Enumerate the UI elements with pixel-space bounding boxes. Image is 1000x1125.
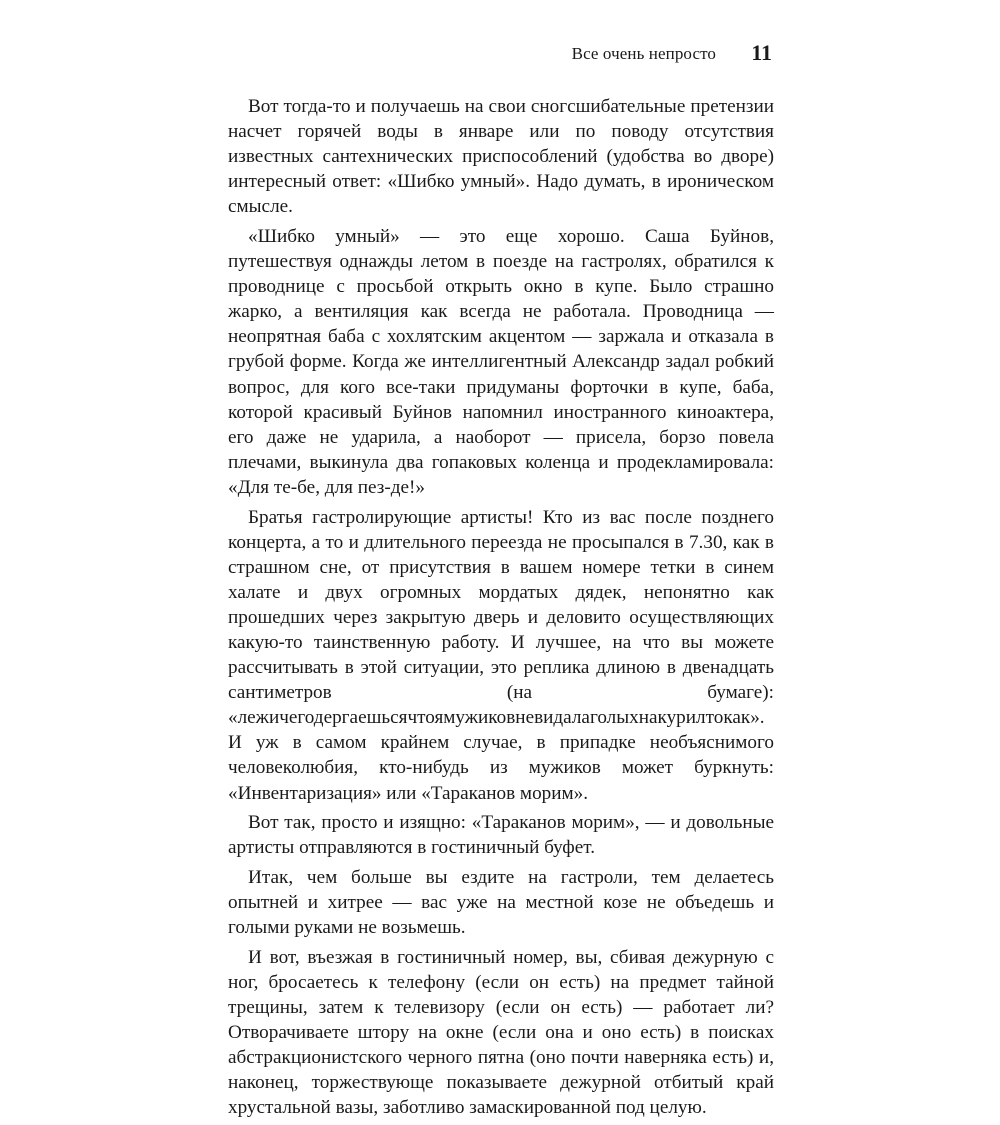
paragraph-1: Вот тогда-то и получаешь на свои сногсшибательные претензии насчет горячей воды в январе или по поводу отсутствия известных сантехнических приспособлений (удобства во дворе) интересный ответ: «Шибко умный». Надо думать, в ироническом смысле. [228, 96, 774, 218]
paragraph-3: Братья гастролирующие артисты! Кто из вас после позднего концерта, а то и длительного переезда не просыпался в 7.30, как в страшном сне, от присутствия в вашем номере тетки в синем халате и двух огромных мордатых дядек, непонятно как прошедших через закрытую дверь и деловито осуществляющих какую-то таинственную работу. И лучшее, на что вы можете рассчитывать в этой ситуации, это реплика длиною в двенадцать сантиметров (на бумаге): «лежичегодергаешьсячтоямужиковневидалаголыхнакурилтокак». И уж в самом крайнем случае, в припадке необъяснимого человеколюбия, кто-нибудь из мужиков может буркнуть: «Инвентаризация» или «Тараканов морим». [228, 506, 774, 804]
paragraph-2: «Шибко умный» — это еще хорошо. Саша Буйнов, путешествуя однажды летом в поезде на гастролях, обратился к проводнице с просьбой открыть окно в купе. Было страшно жарко, а вентиляция как всегда не работала. Проводница — неопрятная баба с хохлятским акцентом — заржала и отказала в грубой форме. Когда же интеллигентный Александр задал робкий вопрос, для кого все-таки придуманы форточки в купе, баба, которой красивый Буйнов напомнил иностранного киноактера, его даже не ударила, а наоборот — присела, борзо повела плечами, выкинула два гопаковых коленца и продекламировала: «Для те-бе, для пез-де!» [228, 225, 774, 498]
running-header [228, 40, 772, 70]
running-title: Все очень непросто [571, 44, 716, 63]
paragraph-5: Итак, чем больше вы ездите на гастроли, тем делаетесь опытней и хитрее — вас уже на местной козе не объедешь и голыми руками не возьмешь. [228, 866, 774, 938]
paragraph-6: И вот, въезжая в гостиничный номер, вы, сбивая дежурную с ног, бросаетесь к телефону (если он есть) на предмет тайной трещины, затем к телевизору (если он есть) — работает ли? Отворачиваете штору на окне (если она и оно есть) в поисках абстракционистского черного пятна (оно почти наверняка есть) и, наконец, торжествующе показываете дежурной отбитый край хрустальной вазы, заботливо замаскированной под целую. [228, 946, 774, 1119]
page-number: 11 [751, 40, 772, 65]
body-text [228, 94, 774, 1125]
paragraph-4: Вот так, просто и изящно: «Тараканов морим», — и довольные артисты отправляются в гостиничный буфет. [228, 812, 774, 859]
